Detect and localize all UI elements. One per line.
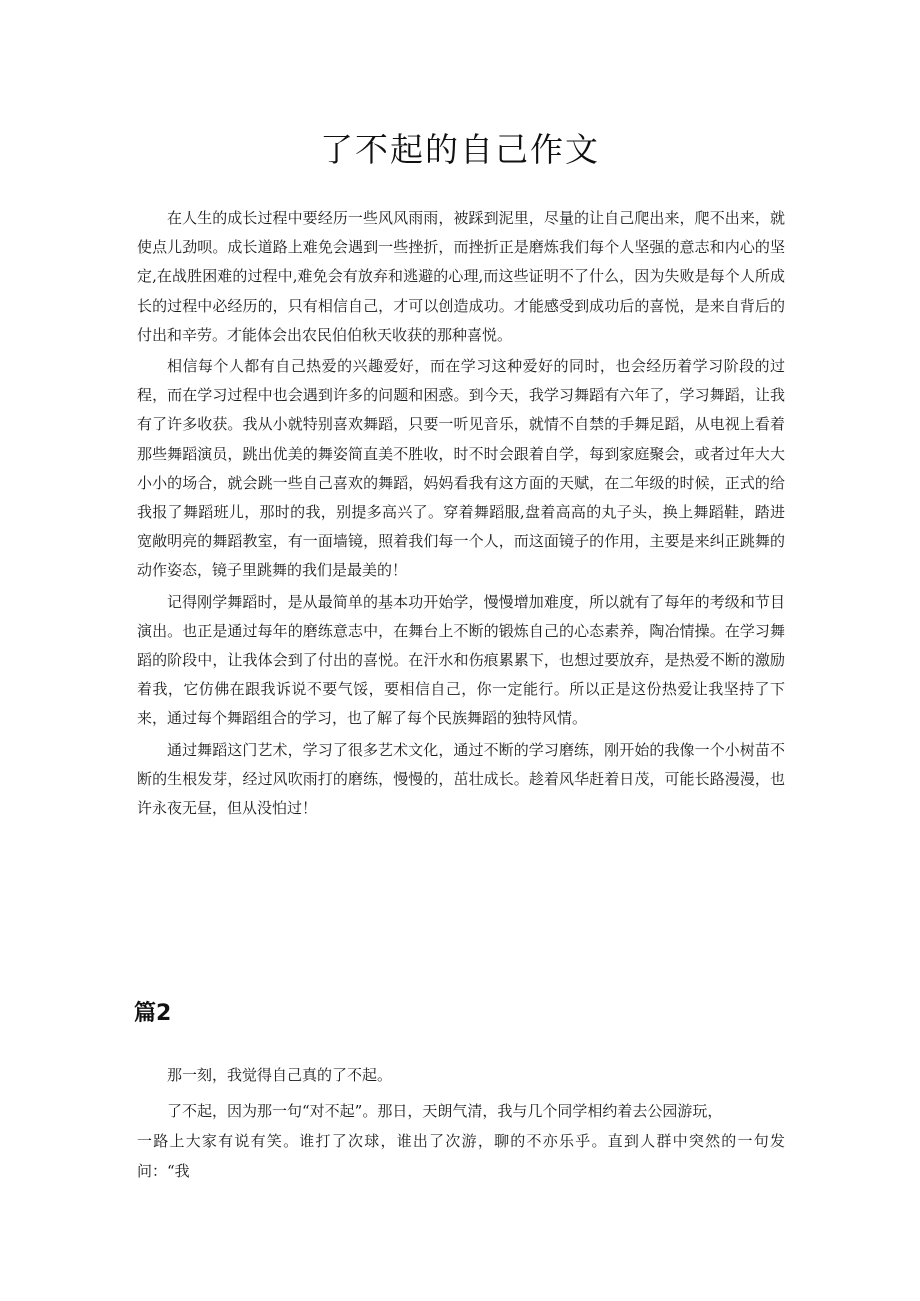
section2-body [137, 1060, 785, 1186]
section2-paragraph-1: 那一刻，我觉得自己真的了不起。 [167, 1066, 393, 1084]
paragraph-3: 记得刚学舞蹈时，是从最简单的基本功开始学，慢慢增加难度，所以就有了每年的考级和节目演出。也正是通过每年的磨练意志中，在舞台上不断的锻炼自己的心态素养，陶冶情操。在学习舞蹈的阶段中，让我体会到了付出的喜悦。在汗水和伤痕累累下，也想过要放弃，是热爱不断的激励着我，它仿佛在跟我诉说不要气馁，要相信自己，你一定能行。所以正是这份热爱让我坚持了下来，通过每个舞蹈组合的学习，也了解了每个民族舞蹈的独特风情。 [137, 592, 785, 728]
section2-paragraph-2-line-1: 了不起，因为那一句“对不起”。那日，天朗气清，我与几个同学相约着去公园游玩， [167, 1102, 723, 1120]
paragraph-2: 相信每个人都有自己热爱的兴趣爱好，而在学习这种爱好的同时，也会经历着学习阶段的过程，而在学习过程中也会遇到许多的问题和困惑。到今天，我学习舞蹈有六年了，学习舞蹈，让我有了许多收获。我从小就特别喜欢舞蹈，只要一听见音乐，就情不自禁的手舞足蹈，从电视上看着那些舞蹈演员，跳出优美的舞姿简直美不胜收，时不时会跟着自学，每到家庭聚会，或者过年大大小小的场合，就会跳一些自己喜欢的舞蹈，妈妈看我有这方面的天赋，在二年级的时候，正式的给我报了舞蹈班儿，那时的我，别提多高兴了。穿着舞蹈服,盘着高高的丸子头，换上舞蹈鞋，踏进宽敞明亮的舞蹈教室，有一面墙镜，照着我们每一个人，而这面镜子的作用，主要是来纠正跳舞的动作姿态，镜子里跳舞的我们是最美的！ [137, 357, 785, 580]
paragraph-1: 在人生的成长过程中要经历一些风风雨雨，被踩到泥里，尽量的让自己爬出来，爬不出来，就使点儿劲呗。成长道路上难免会遇到一些挫折，而挫折正是磨炼我们每个人坚强的意志和内心的坚定,在战胜困难的过程中,难免会有放弃和逃避的心理,而这些证明不了什么，因为失败是每个人所成长的过程中必经历的，只有相信自己，才可以创造成功。才能感受到成功后的喜悦，是来自背后的付出和辛劳。才能体会出农民伯伯秋天收获的那种喜悦。 [137, 209, 785, 344]
section2-paragraph-2-line-2: 一路上大家有说有笑。谁打了次球，谁出了次游，聊的不亦乐乎。直到人群中突然的一句发问：“我 [137, 1132, 785, 1180]
section-heading: 篇2 [134, 1001, 172, 1026]
essay-title: 了不起的自己作文 [320, 130, 600, 169]
essay-body [137, 204, 785, 823]
paragraph-4: 通过舞蹈这门艺术，学习了很多艺术文化，通过不断的学习磨练，刚开始的我像一个小树苗不断的生根发芽，经过风吹雨打的磨练，慢慢的，茁壮成长。趁着风华赶着日茂，可能长路漫漫，也许永夜无昼，但从没怕过！ [137, 740, 785, 818]
section2-paragraph-2 [137, 1096, 785, 1186]
